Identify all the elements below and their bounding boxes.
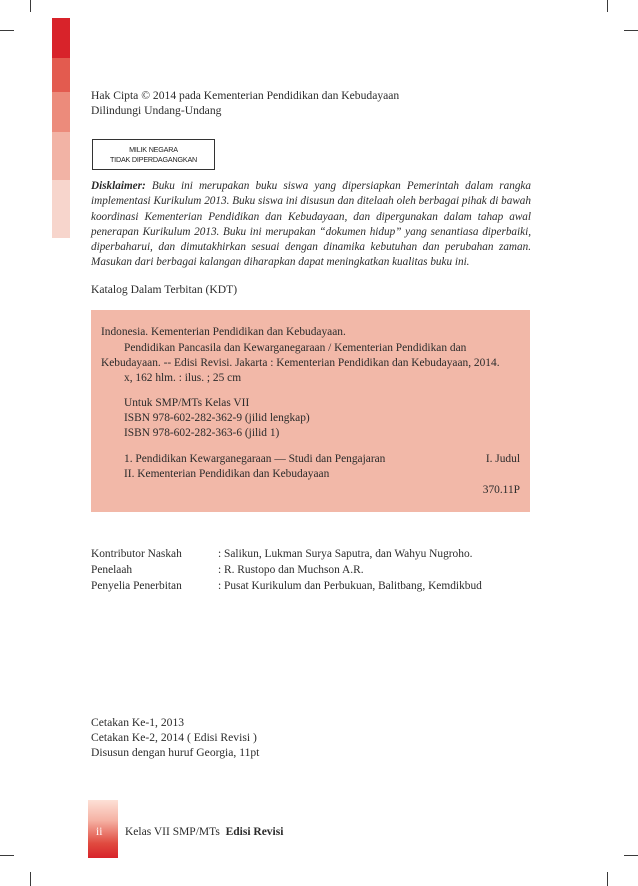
catalog-title-note: I. Judul	[485, 453, 520, 465]
crop-mark	[30, 872, 31, 886]
catalog-line: Pendidikan Pancasila dan Kewarganegaraan / Kementerian Pendidikan dan	[124, 342, 467, 354]
credit-value: : R. Rustopo dan Muchson A.R.	[218, 564, 364, 576]
credit-role: Kontributor Naskah	[91, 548, 182, 560]
credit-value: : Pusat Kurikulum dan Perbukuan, Balitbang, Kemdikbud	[218, 580, 482, 592]
disclaimer-line: implementasi Kurikulum 2013. Buku siswa ini disusun dan ditelaah oleh berbagai pihak di bawah	[91, 195, 531, 208]
disclaimer-line: koordinasi Kementerian Pendidikan dan Kebudayaan, dan dipergunakan dalam tahap awal	[91, 210, 531, 223]
catalog-subject: II. Kementerian Pendidikan dan Kebudayaan	[124, 468, 330, 480]
color-strip-red	[52, 18, 70, 58]
stamp-line-1: MILIK NEGARA	[129, 145, 178, 154]
font-note: Disusun dengan huruf Georgia, 11pt	[91, 746, 260, 759]
page-number: ii	[96, 826, 103, 838]
crop-mark	[0, 30, 14, 31]
catalog-line: Indonesia. Kementerian Pendidikan dan Kebudayaan.	[101, 326, 346, 338]
stamp-line-2: TIDAK DIPERDAGANGKAN	[109, 154, 198, 164]
page-number-tab	[88, 800, 118, 858]
crop-mark	[624, 855, 638, 856]
crop-mark	[607, 872, 608, 886]
footer-book: Kelas VII SMP/MTs	[125, 826, 220, 838]
disclaimer-line: diperbaharui, dan dimutakhirkan sesuai dengan dinamika kebutuhan dan perubahan zaman.	[91, 241, 531, 254]
disclaimer	[91, 179, 531, 271]
disclaimer-line: Masukan dari berbagai kalangan diharapkan dapat meningkatkan kualitas buku ini.	[91, 256, 470, 269]
isbn-full: ISBN 978-602-282-362-9 (jilid lengkap)	[124, 412, 310, 424]
credit-role: Penelaah	[91, 564, 133, 576]
not-for-sale-stamp	[92, 139, 215, 170]
kdt-title: Katalog Dalam Terbitan (KDT)	[91, 283, 238, 296]
crop-mark	[607, 0, 608, 12]
catalog-subject: 1. Pendidikan Kewarganegaraan — Studi dan Pengajaran	[124, 453, 386, 465]
color-strip-peach	[52, 132, 70, 180]
running-footer	[125, 826, 283, 838]
footer-edition: Edisi Revisi	[225, 826, 284, 838]
catalog-box	[91, 310, 530, 512]
protected-line: Dilindungi Undang-Undang	[91, 104, 222, 117]
color-strip-coral	[52, 58, 70, 92]
isbn-vol: ISBN 978-602-282-363-6 (jilid 1)	[124, 427, 280, 439]
crop-mark	[624, 30, 638, 31]
disclaimer-label: Disklaimer:	[91, 180, 146, 192]
catalog-line: Kebudayaan. -- Edisi Revisi. Jakarta : Kementerian Pendidikan dan Kebudayaan, 2014.	[101, 357, 500, 369]
crop-mark	[0, 855, 14, 856]
copyright-line: Hak Cipta © 2014 pada Kementerian Pendidikan dan Kebudayaan	[91, 89, 400, 102]
credit-role: Penyelia Penerbitan	[91, 580, 182, 592]
catalog-line: x, 162 hlm. : ilus. ; 25 cm	[124, 372, 242, 384]
color-strip-salmon	[52, 92, 70, 132]
color-strip-light	[52, 180, 70, 238]
crop-mark	[30, 0, 31, 12]
disclaimer-line: Disklaimer: Buku ini merupakan buku siswa yang dipersiapkan Pemerintah dalam rangka	[91, 180, 531, 192]
catalog-line: Untuk SMP/MTs Kelas VII	[124, 397, 250, 409]
printing-line: Cetakan Ke-2, 2014 ( Edisi Revisi )	[91, 731, 257, 744]
credit-value: : Salikun, Lukman Surya Saputra, dan Wahyu Nugroho.	[218, 548, 473, 560]
class-number: 370.11P	[482, 484, 520, 496]
printing-line: Cetakan Ke-1, 2013	[91, 716, 185, 729]
disclaimer-line: penerapan Kurikulum 2013. Buku ini merupakan “dokumen hidup” yang senantiasa diperbaiki,	[91, 225, 531, 238]
